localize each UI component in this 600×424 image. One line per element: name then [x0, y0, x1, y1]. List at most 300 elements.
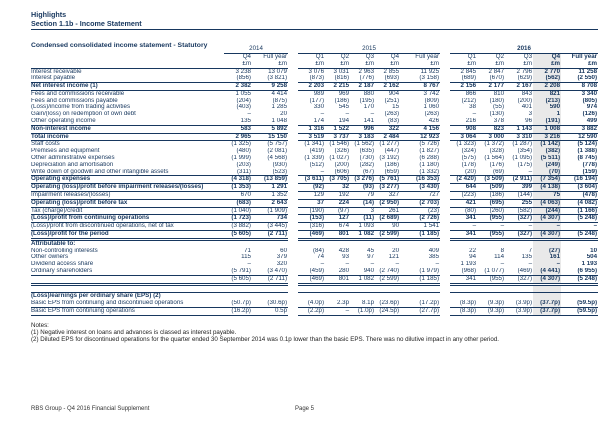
note-2: (2) Diluted EPS for discontinued operations for the quarter ended 30 September 2014 was 0.1p lower than the basic EPS. There was no dilutive impact in any other period. — [31, 336, 500, 344]
cell: 320 — [276, 261, 288, 268]
cell: 996 — [350, 125, 375, 133]
cell: (203) — [236, 161, 251, 168]
cell: 378 — [477, 118, 505, 125]
cell: 129 — [298, 192, 325, 200]
cell: (1 040) — [224, 207, 252, 215]
cell: (1 999) — [231, 155, 251, 162]
cell: (1 909) — [252, 207, 288, 215]
cell: (1 979) — [400, 268, 440, 275]
cell — [561, 239, 598, 247]
cell: (3 276) — [350, 176, 375, 184]
table-row — [31, 199, 598, 207]
cell: 9 258 — [252, 83, 288, 91]
table-row — [31, 223, 598, 231]
column-gap — [440, 300, 450, 307]
column-gap — [288, 215, 298, 223]
cell: (324) — [461, 148, 477, 155]
notes-heading: Notes: — [31, 321, 49, 329]
row-label: Depreciation and amortisation — [31, 161, 114, 168]
row-label: Basic EPS from continuing operations — [31, 308, 224, 316]
cell: (4 063) — [533, 199, 561, 207]
cell: (6 288) — [419, 155, 440, 162]
unit-label: £m — [477, 61, 505, 69]
cell: – — [247, 111, 251, 118]
cell: (23) — [400, 207, 440, 215]
cell: (50.7p) — [224, 300, 252, 307]
cell: 644 — [450, 184, 477, 192]
row-label: Operating (loss)/profit before tax — [31, 199, 224, 207]
column-gap — [440, 192, 450, 200]
cell: 2 215 — [325, 83, 350, 91]
cell: (2 950) — [375, 199, 400, 207]
cell: (629) — [505, 75, 533, 82]
cell: (5 511) — [533, 155, 561, 162]
cell: (1 388) — [577, 148, 598, 155]
cell: 1 291 — [252, 184, 288, 192]
cell: (204) — [236, 97, 251, 104]
row-label: Other owners — [31, 254, 69, 261]
cell — [350, 284, 375, 293]
table-row — [31, 162, 598, 169]
cell: (1 166) — [561, 207, 598, 215]
cell: (3.9p) — [505, 308, 533, 316]
cell: (67) — [350, 169, 375, 176]
cell: (16.2p) — [224, 308, 252, 316]
cell — [375, 293, 400, 300]
cell: 674 — [325, 223, 350, 231]
cell: (856) — [224, 75, 252, 82]
cell: (8.3p) — [450, 300, 477, 307]
column-gap — [288, 75, 298, 82]
cell: 2 203 — [298, 83, 325, 91]
table-row — [31, 68, 598, 75]
cell: 194 — [325, 118, 350, 125]
cell: 13 079 — [268, 68, 288, 75]
column-gap — [440, 261, 450, 268]
table-row — [31, 192, 598, 200]
cell: (186) — [384, 161, 400, 168]
cell: – — [450, 223, 477, 231]
cell: (327) — [505, 215, 533, 223]
cell: (27) — [533, 248, 561, 255]
cell: (1 341) — [304, 140, 325, 148]
cell: 810 — [493, 90, 505, 97]
cell: (4 082) — [561, 199, 598, 207]
cell: (20) — [450, 169, 477, 176]
quarter-label: Q4 — [242, 53, 251, 60]
column-gap — [440, 199, 450, 207]
cell: (186) — [477, 192, 505, 200]
footer-page-number: Page 5 — [295, 406, 315, 412]
note-1: (1) Negative interest on loans and advances is classed as interest payable. — [31, 329, 237, 336]
cell: (1 277) — [379, 140, 400, 148]
cell: (186) — [334, 97, 350, 104]
column-gap — [288, 192, 298, 200]
cell: 670 — [224, 192, 252, 200]
cell: 341 — [450, 275, 477, 284]
cell: 2 796 — [516, 68, 533, 75]
cell: (3.9p) — [505, 300, 533, 307]
table-row — [31, 125, 598, 133]
cell: 989 — [313, 90, 325, 97]
cell: (2 689) — [375, 215, 400, 223]
row-label: Ordinary shareholders — [31, 268, 224, 275]
column-gap — [288, 199, 298, 207]
cell: (177) — [309, 97, 325, 104]
column-gap — [440, 308, 450, 316]
column-gap — [440, 239, 450, 247]
cell — [450, 293, 477, 300]
cell: (4 307) — [533, 275, 561, 284]
cell — [450, 239, 477, 247]
cell: (13 859) — [252, 176, 288, 184]
column-gap — [440, 184, 450, 192]
cell: 94 — [469, 254, 477, 261]
column-gap — [288, 284, 298, 293]
year-label: 2014 — [224, 42, 288, 53]
table-row — [31, 308, 598, 316]
cell: (1 332) — [400, 169, 440, 176]
column-gap — [440, 141, 450, 148]
cell: (327) — [505, 231, 533, 240]
cell: (459) — [298, 268, 325, 275]
cell: 3 310 — [505, 133, 533, 141]
column-gap — [440, 111, 450, 118]
notes-block — [31, 322, 598, 344]
cell: (693) — [375, 75, 400, 82]
cell: 2 162 — [375, 83, 400, 91]
cell: (5 605) — [224, 275, 252, 284]
cell: (1 185) — [400, 275, 440, 284]
row-label: Tax (charge)/credit — [31, 207, 224, 215]
cell: – — [505, 169, 533, 176]
cell: 4 156 — [400, 125, 440, 133]
cell: 37 — [298, 199, 325, 207]
cell: (69) — [477, 169, 505, 176]
table-row — [31, 254, 598, 261]
cell: (2 599) — [375, 275, 400, 284]
cell: (5 726) — [419, 140, 440, 148]
row-label — [31, 284, 224, 293]
unit-label: £m — [375, 61, 400, 69]
cell: 1 093 — [350, 223, 375, 231]
cell: – — [533, 223, 561, 231]
column-gap — [440, 98, 450, 105]
column-gap — [440, 155, 450, 162]
cell: (382) — [533, 148, 561, 155]
cell: (1 095) — [512, 155, 533, 162]
cell: 341 — [450, 215, 477, 223]
cell: (3 509) — [477, 176, 505, 184]
cell: (875) — [272, 97, 288, 104]
cell — [298, 239, 325, 247]
column-gap — [288, 118, 298, 125]
cell: (478) — [561, 192, 598, 200]
cell: 1 008 — [533, 125, 561, 133]
year-label: 2016 — [450, 42, 598, 53]
cell: (27.7p) — [400, 308, 440, 316]
cell: 974 — [586, 104, 598, 111]
cell: – — [320, 261, 325, 268]
cell: 940 — [350, 268, 375, 275]
cell: 3 183 — [350, 133, 375, 141]
cell: (582) — [505, 207, 533, 215]
cell: 399 — [505, 184, 533, 192]
cell: (1 546) — [329, 140, 350, 148]
cell: (4 318) — [224, 176, 252, 184]
cell: 32 — [325, 184, 350, 192]
cell: (776) — [350, 75, 375, 82]
column-gap — [288, 148, 298, 155]
cell: 1 143 — [505, 125, 533, 133]
table-row — [31, 248, 598, 255]
cell — [477, 284, 505, 293]
cell: 71 — [244, 247, 251, 254]
cell: (200) — [334, 161, 350, 168]
table-row — [31, 300, 598, 307]
cell: (1 372) — [484, 140, 505, 148]
quarter-label: Q1 — [467, 53, 477, 60]
column-gap — [288, 293, 298, 300]
quarter-label: Q2 — [495, 53, 505, 60]
cell: 79 — [350, 192, 375, 200]
cell: (419) — [309, 148, 325, 155]
cell: (509) — [477, 184, 505, 192]
cell: (97) — [325, 207, 350, 215]
cell: (3 277) — [375, 184, 400, 192]
cell: (244) — [533, 207, 561, 215]
cell: 3 — [528, 111, 533, 118]
cell: (1 027) — [329, 155, 350, 162]
cell — [350, 239, 375, 247]
cell: 121 — [388, 254, 400, 261]
row-label: Dividend access share — [31, 261, 94, 268]
cell: (126) — [582, 111, 598, 118]
cell: (191) — [533, 118, 561, 125]
cell — [505, 293, 533, 300]
cell: (1 142) — [533, 141, 561, 148]
cell: (816) — [325, 75, 350, 82]
footer-document-name: RBS Group - Q4 2016 Financial Supplement — [31, 406, 150, 412]
cell — [450, 284, 477, 293]
cell: (2 081) — [267, 148, 288, 155]
row-label: Other operating income — [31, 118, 224, 125]
cell: 330 — [313, 104, 325, 111]
cell: (730) — [359, 155, 375, 162]
cell: (1 723) — [224, 215, 252, 223]
cell: (59.5p) — [561, 300, 598, 307]
cell: 409 — [428, 247, 440, 254]
cell — [325, 293, 350, 300]
cell: (212) — [461, 97, 477, 104]
cell: (316) — [298, 223, 325, 231]
row-label: Interest receivable — [31, 68, 82, 75]
row-label: (Loss)/income from trading activities — [31, 104, 131, 111]
cell: (326) — [334, 148, 350, 155]
row-label: (Loss)/earnings per ordinary share (EPS) (2) — [31, 293, 224, 300]
cell: (1 323) — [456, 140, 477, 148]
quarter-label: Full year — [571, 53, 598, 60]
cell: (955) — [477, 275, 505, 284]
cell: 161 — [533, 254, 561, 261]
unit-label: £m — [450, 61, 477, 69]
column-gap — [440, 104, 450, 111]
cell: (176) — [489, 161, 505, 168]
row-label: Interest payable — [31, 75, 224, 82]
cell: 1 193 — [581, 261, 598, 268]
cell: 1 352 — [252, 192, 288, 200]
cell: – — [370, 111, 375, 118]
cell: 45 — [367, 247, 375, 254]
cell — [477, 239, 505, 247]
cell: 135 — [224, 118, 252, 125]
cell: (3 158) — [400, 75, 440, 82]
cell: (4 441) — [533, 268, 561, 275]
column-gap — [440, 248, 450, 255]
cell: (249) — [533, 162, 561, 169]
cell: 3 031 — [333, 68, 350, 75]
cell: (469) — [298, 231, 325, 240]
cell — [533, 239, 561, 247]
cell: 38 — [469, 104, 477, 111]
cell: (1 185) — [400, 231, 440, 240]
cell: (5 248) — [561, 275, 598, 284]
column-gap — [440, 83, 450, 91]
cell: (778) — [582, 161, 598, 168]
quarter-label: Q1 — [315, 53, 325, 60]
cell: 192 — [325, 192, 350, 200]
column-gap — [440, 176, 450, 184]
cell: – — [561, 223, 598, 231]
cell: (83) — [375, 118, 400, 125]
column-gap — [288, 254, 298, 261]
section-title: Section 1.1b - Income Statement — [31, 19, 142, 28]
table-row — [31, 268, 598, 275]
cell: (16 353) — [400, 176, 440, 184]
cell: (263) — [384, 111, 400, 118]
column-gap — [288, 300, 298, 307]
cell: (7 354) — [533, 176, 561, 184]
column-gap — [288, 268, 298, 275]
cell: 2 177 — [477, 83, 505, 91]
cell: 327 — [375, 192, 400, 200]
table-row — [31, 83, 598, 91]
unit-label: £m — [224, 61, 252, 69]
cell: (1 180) — [419, 161, 440, 168]
cell: 15 — [392, 104, 400, 111]
cell: (9.3p) — [477, 308, 505, 316]
cell: 823 — [477, 125, 505, 133]
row-label: Fees and commissions receivable — [31, 90, 125, 97]
cell: (403) — [236, 104, 251, 111]
cell: 3 076 — [308, 68, 325, 75]
unit-label: £m — [252, 61, 288, 69]
cell: (1 562) — [354, 140, 375, 148]
cell: (3 821) — [252, 75, 288, 82]
cell: 2 963 — [358, 68, 375, 75]
cell: (8 745) — [577, 155, 598, 162]
row-label: (Loss)/profit from continuing operations — [31, 215, 224, 223]
cell: 583 — [224, 125, 252, 133]
cell: 261 — [375, 207, 400, 215]
cell: 224 — [325, 199, 350, 207]
column-gap — [440, 293, 450, 300]
cell: 1 — [533, 111, 561, 118]
cell: – — [472, 111, 477, 118]
row-label: Net interest income (1) — [31, 83, 224, 91]
cell: 12 590 — [561, 133, 598, 141]
cell: 545 — [338, 104, 350, 111]
cell: (4 138) — [533, 184, 561, 192]
cell: – — [395, 261, 400, 268]
cell: (55) — [493, 104, 505, 111]
cell: (1 339) — [304, 155, 325, 162]
cell: 74 — [317, 254, 325, 261]
cell: (5 761) — [375, 176, 400, 184]
cell: 4 414 — [271, 90, 288, 97]
table-row — [31, 75, 598, 82]
unit-label: £m — [533, 61, 561, 69]
column-gap — [288, 90, 298, 97]
cell: (659) — [375, 169, 400, 176]
column-gap — [440, 53, 450, 61]
cell: (328) — [489, 148, 505, 155]
cell: (2 711) — [252, 231, 288, 240]
column-gap — [288, 155, 298, 162]
unit-label: £m — [325, 61, 350, 69]
row-label — [31, 53, 224, 61]
cell: (2 703) — [400, 199, 440, 207]
row-label — [31, 61, 224, 69]
cell: 8 708 — [561, 83, 598, 91]
cell: 801 — [325, 275, 350, 284]
cell: (37.7p) — [533, 308, 561, 316]
row-label: Gain/(loss) on redemption of own debt — [31, 111, 136, 118]
column-gap — [288, 104, 298, 111]
cell: 969 — [338, 90, 350, 97]
cell: (3 192) — [379, 155, 400, 162]
cell: 20 — [280, 111, 288, 118]
column-gap — [288, 261, 298, 268]
page-title: Highlights — [31, 10, 67, 19]
cell: (2 911) — [505, 176, 533, 184]
column-gap — [288, 111, 298, 118]
cell: 821 — [533, 90, 561, 97]
cell: 379 — [276, 254, 288, 261]
cell: 11 258 — [578, 68, 598, 75]
cell: 127 — [325, 215, 350, 223]
cell: (159) — [561, 169, 598, 176]
cell: (70) — [533, 169, 561, 176]
cell: 8 — [500, 247, 505, 254]
unit-label: £m — [350, 61, 375, 69]
cell: 7 — [528, 247, 533, 254]
cell: (84) — [313, 247, 325, 254]
row-label: Impairment releases/(losses) — [31, 192, 224, 200]
table-row — [31, 90, 598, 97]
column-gap — [440, 223, 450, 231]
column-gap — [440, 133, 450, 141]
cell: 1 541 — [400, 223, 440, 231]
unit-label: £m — [561, 61, 598, 69]
cell: (3 604) — [561, 184, 598, 192]
cell: (223) — [450, 192, 477, 200]
cell: (512) — [309, 161, 325, 168]
cell: (2.2p) — [298, 308, 325, 316]
table-row — [31, 207, 598, 215]
cell: (809) — [424, 97, 440, 104]
column-gap — [440, 169, 450, 176]
